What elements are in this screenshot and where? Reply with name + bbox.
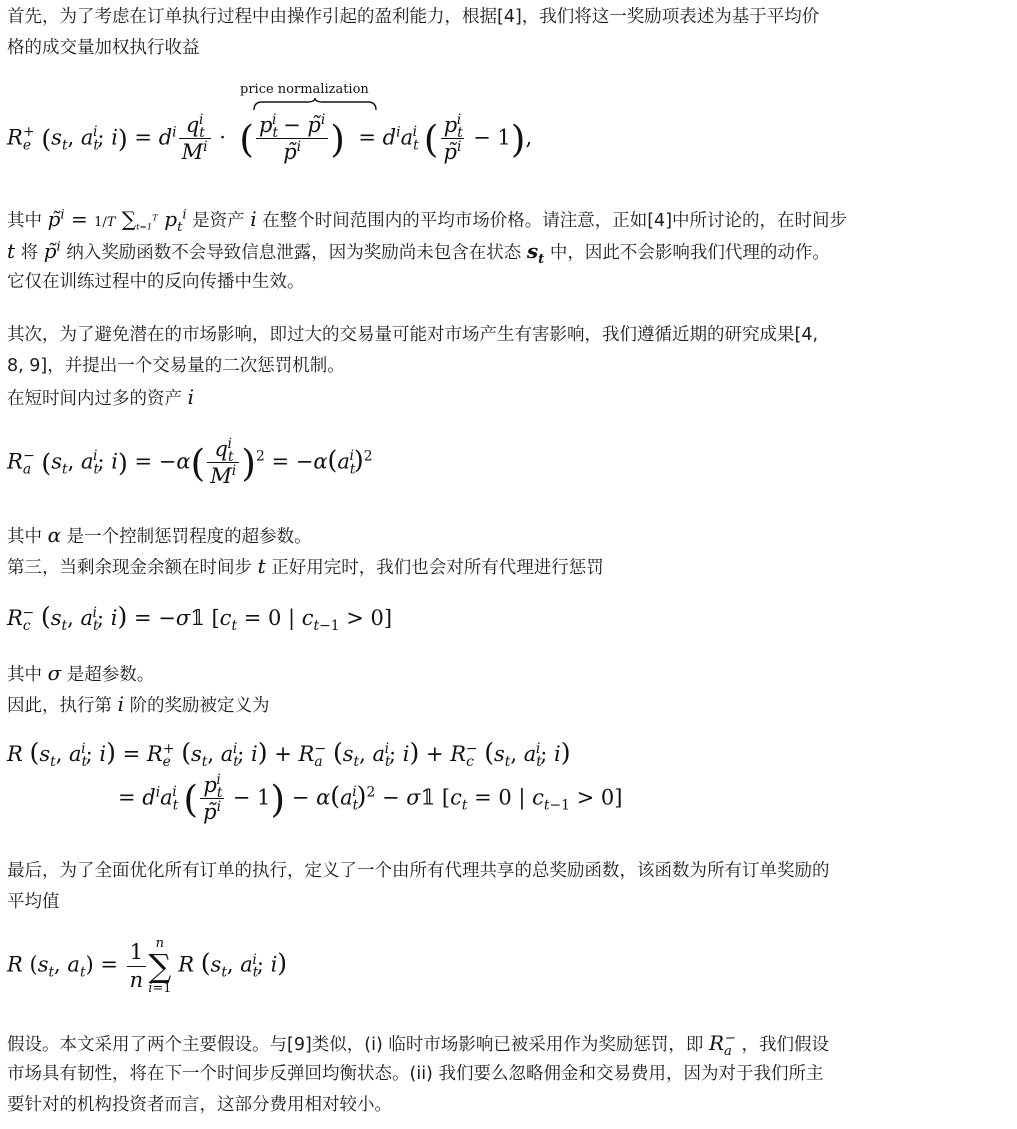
def-ptilde-line-3: 它仅在训练过程中的反向传播中生效。 bbox=[7, 272, 305, 292]
equation-reward-total-line-1: R ($s_t$, $a_t^i$; $i) = R_e^+$ ($s_t$, $a_t^i$; $i) + R_a^-$ ($s_t$, $a_t^i$; $i) + R_c^-$ ($s_t$, $a_t^i$; i) bbox=[7, 738, 571, 771]
def-ptilde-line-2: t 将 p̃$^i$ 纳入奖励函数不会导致信息泄露，因为奖励尚未包含在状态 $s_t$ 中，因此不会影响我们代理的动作。 bbox=[7, 239, 830, 267]
equation-reward-impact: $R_a^-$ ($s_t$, $a_t^i$; i) = −α( $\frac{q_t^i}{M^i}$ )$^2 = -\alpha(a_t^i)^2$ bbox=[7, 436, 373, 489]
second-line-2: 8, 9]，并提出一个交易量的二次惩罚机制。 bbox=[7, 356, 345, 376]
def-ptilde-line-1: 其中 p̃$^i$ = 1/T $\sum_{t=1}^T$ $p_t^i$ 是资产 i 在整个时间范围内的平均市场价格。请注意，正如[4]中所讨论的，在时间步 bbox=[7, 207, 848, 235]
overbrace bbox=[252, 98, 378, 112]
second-line-1: 其次，为了避免潜在的市场影响，即过大的交易量可能对市场产生有害影响，我们遵循近期的研究成果[4, bbox=[7, 325, 819, 345]
assumption-line-1: 假设。本文采用了两个主要假设。与[9]类似，(i) 临时市场影响已被采用作为奖励惩罚，即 $R_a^-$ ，我们假设 bbox=[7, 1031, 830, 1059]
assumption-line-2: 市场具有韧性，将在下一个时间步反弹回均衡状态。(ii) 我们要么忽略佣金和交易费用，因为对于我们所主 bbox=[7, 1064, 824, 1084]
third-line: 第三，当剩余现金余额在时间步 t 正好用完时，我们也会对所有代理进行惩罚 bbox=[7, 554, 604, 578]
equation-reward-execution: $R_e^+$ ($s_t$, $a_t^i$; $i) = d^i$ $\frac{q_t^i}{M^i}$ · ( $\frac{p_t^i - p̃^i}{p̃^i}$ ) = $d^ia_t^i$ ( $\frac{p_t^i}{p̃^i}$ − 1), bbox=[7, 112, 533, 165]
final-line-1: 最后，为了全面优化所有订单的执行，定义了一个由所有代理共享的总奖励函数，该函数为所有订单奖励的 bbox=[7, 861, 830, 881]
thus-line: 因此，执行第 i 阶的奖励被定义为 bbox=[7, 692, 270, 716]
brace-label: price normalization bbox=[240, 82, 369, 97]
second-line-3: 在短时间内过多的资产 i bbox=[7, 385, 194, 409]
equation-reward-average: R ($s_t$, $a_t$) = $\frac{1}{n}$ n ∑ i=1 R ($s_t$, $a_t^i$; i) bbox=[7, 936, 288, 996]
sigma-definition: 其中 σ 是超参数。 bbox=[7, 661, 155, 685]
equation-reward-total-line-2: = $d^ia_t^i$ ( $\frac{p_t^i}{p̃^i}$ − $1) - \alpha(a_t^i)^2$ − σ𝟙 [$c_t = 0$ | $c_{t-1} > 0$] bbox=[118, 772, 623, 825]
intro-line-1: 首先，为了考虑在订单执行过程中由操作引起的盈利能力，根据[4]，我们将这一奖励项表述为基于平均价 bbox=[7, 7, 820, 27]
equation-reward-cash: $R_c^-$ ($s_t$, $a_t^i$; i) = −σ𝟙 [$c_t = 0$ | $c_{t-1} > 0$] bbox=[7, 602, 393, 635]
intro-line-2: 格的成交量加权执行收益 bbox=[7, 38, 200, 58]
alpha-definition: 其中 α 是一个控制惩罚程度的超参数。 bbox=[7, 523, 312, 547]
final-line-2: 平均值 bbox=[7, 892, 60, 912]
assumption-line-3: 要针对的机构投资者而言，这部分费用相对较小。 bbox=[7, 1095, 392, 1115]
